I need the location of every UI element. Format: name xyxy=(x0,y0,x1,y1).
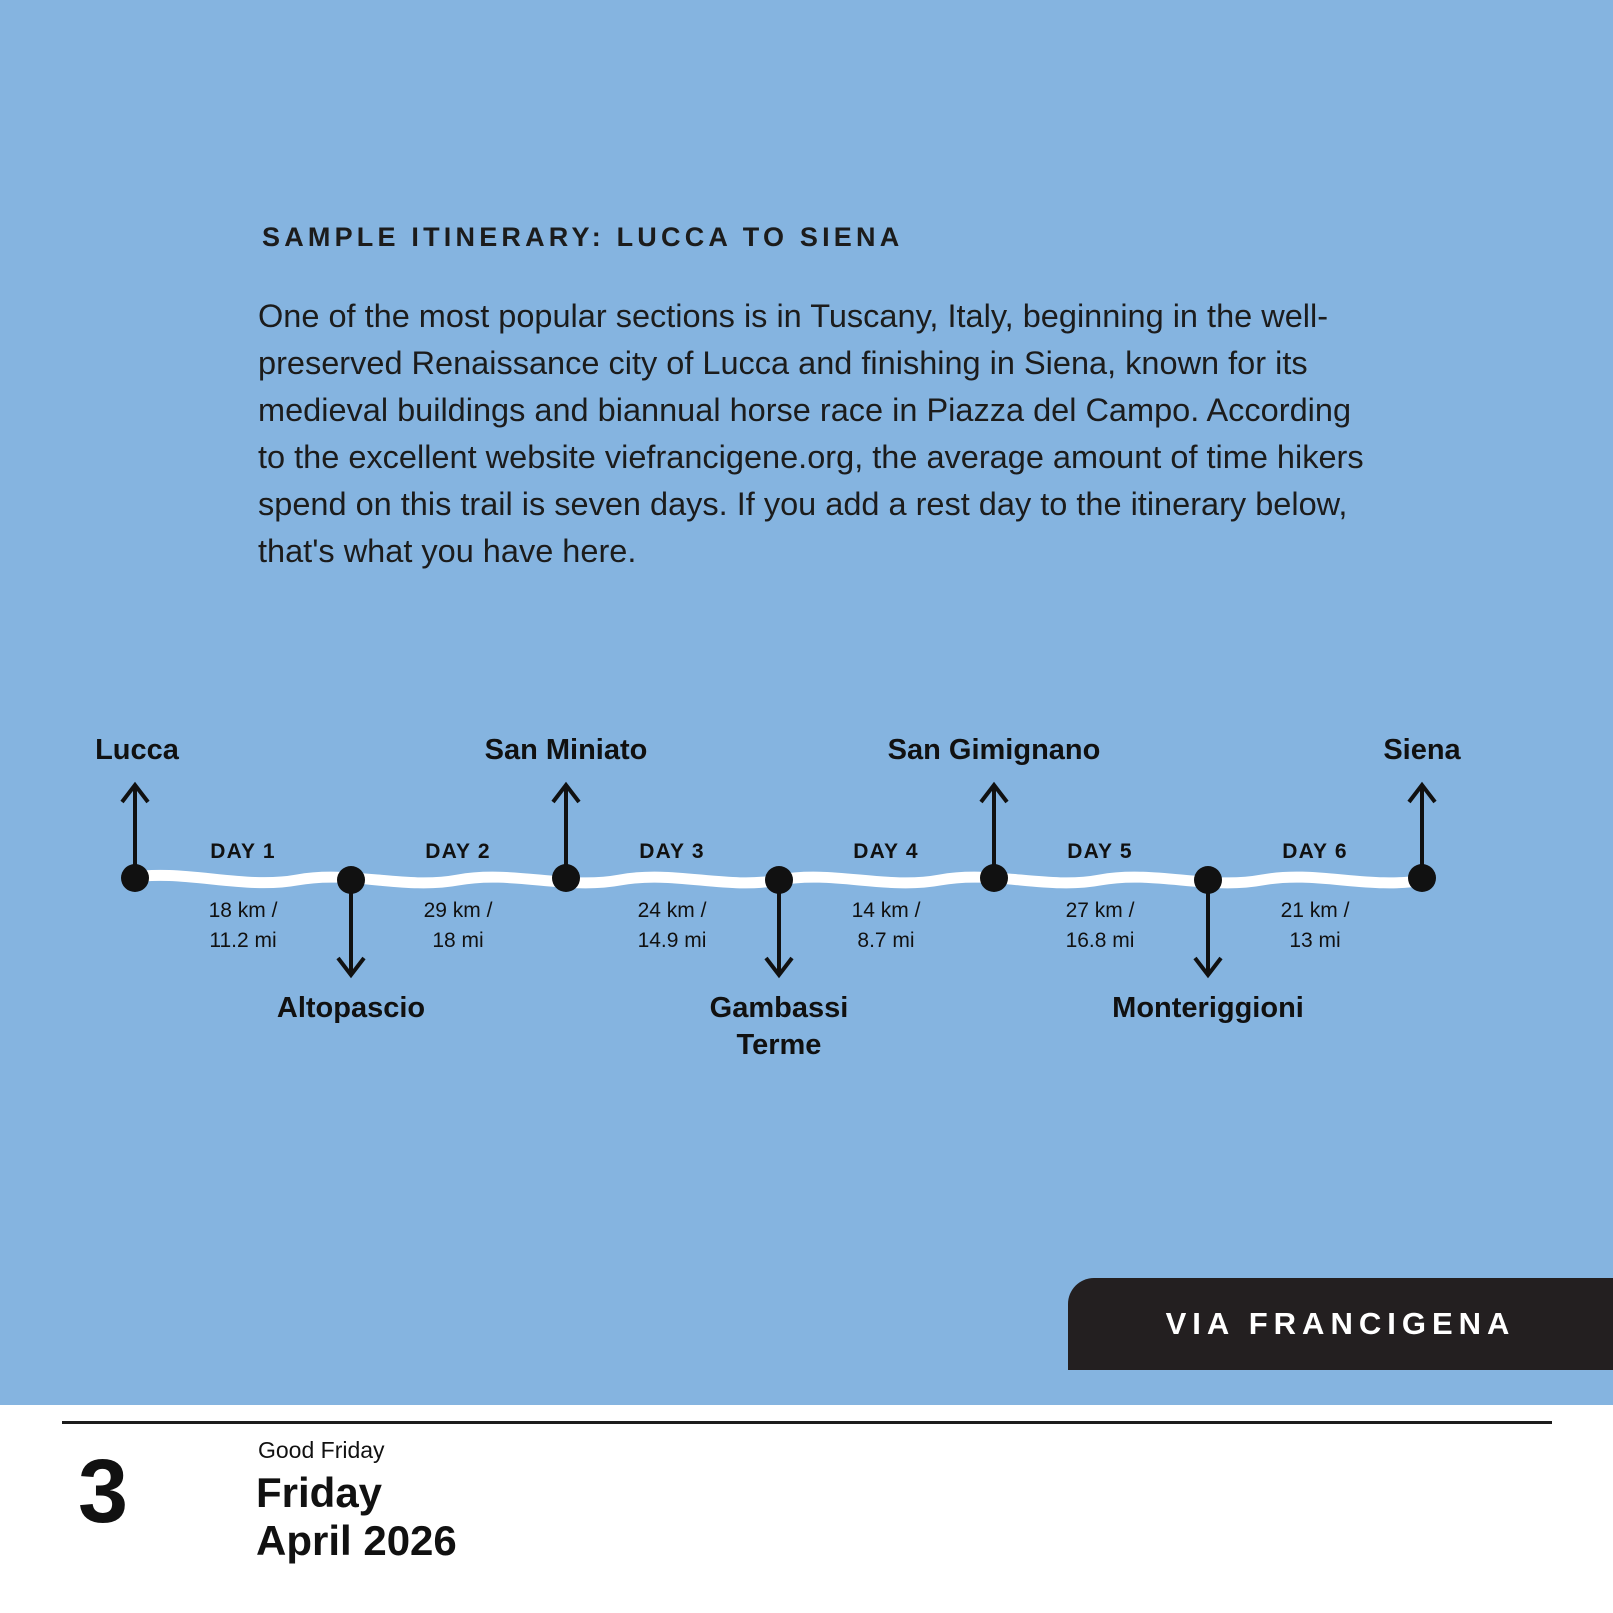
segment-day-5: DAY 5 xyxy=(1067,840,1133,863)
holiday-label: Good Friday xyxy=(258,1437,385,1463)
node-label-san-gimignano: San Gimignano xyxy=(887,734,1101,766)
segment-distance-5 xyxy=(1066,896,1135,956)
node-dot xyxy=(552,864,580,892)
segment-distance-2 xyxy=(424,896,493,956)
segment-distance-6 xyxy=(1281,896,1350,956)
segment-distance-mi: 8.7 mi xyxy=(857,929,915,952)
node-dot xyxy=(337,866,365,894)
node-label-san-miniato: San Miniato xyxy=(484,734,648,766)
node-label-gambassi-terme: Gambassi Terme xyxy=(709,992,849,1061)
segment-day-2: DAY 2 xyxy=(425,840,491,863)
node-dot xyxy=(765,866,793,894)
segment-distance-4 xyxy=(852,896,921,956)
node-dot xyxy=(980,864,1008,892)
segment-distance-mi: 11.2 mi xyxy=(209,929,277,952)
segment-day-4: DAY 4 xyxy=(853,840,919,863)
brand-tab xyxy=(1068,1278,1613,1370)
segment-distance-mi: 13 mi xyxy=(1289,929,1341,952)
segment-distance-mi: 18 mi xyxy=(432,929,484,952)
segment-distance-km: 27 km / xyxy=(1065,899,1135,922)
node-label-monteriggioni: Monteriggioni xyxy=(1112,992,1304,1024)
node-dot xyxy=(121,864,149,892)
segment-distance-km: 14 km / xyxy=(851,899,921,922)
node-label-altopascio: Altopascio xyxy=(276,992,426,1024)
footer-divider xyxy=(62,1421,1552,1424)
segment-distance-mi: 16.8 mi xyxy=(1065,929,1135,952)
brand-label: VIA FRANCIGENA xyxy=(1165,1306,1516,1341)
section-eyebrow: SAMPLE ITINERARY: LUCCA TO SIENA xyxy=(262,222,904,252)
month-year-label: April 2026 xyxy=(256,1517,457,1564)
node-label-siena: Siena xyxy=(1383,734,1461,766)
segment-distance-km: 18 km / xyxy=(208,899,278,922)
segment-day-3: DAY 3 xyxy=(639,840,705,863)
date-footer xyxy=(0,1405,1613,1613)
segment-day-1: DAY 1 xyxy=(210,840,276,863)
itinerary-timeline xyxy=(0,700,1613,1100)
arrow-up-group xyxy=(122,785,1435,878)
segment-distance-1 xyxy=(209,896,278,956)
segment-distance-km: 29 km / xyxy=(423,899,493,922)
node-label-lucca: Lucca xyxy=(95,734,179,766)
weekday-label: Friday xyxy=(256,1469,383,1516)
date-day-number: 3 xyxy=(78,1442,129,1542)
segment-distance-3 xyxy=(638,896,707,956)
node-dot xyxy=(1408,864,1436,892)
node-dot xyxy=(1194,866,1222,894)
segment-distance-km: 24 km / xyxy=(637,899,707,922)
intro-paragraph-text: One of the most popular sections is in Tuscany, Italy, beginning in the well-preserved Renaissance city of Lucca and finishing in Siena, known for its medieval buildings and biannual horse race in Piazza del Campo. According to the excellent website viefrancigene.org, the average amount of time hikers spend on this trail is seven days. If you add a rest day to the itinerary below, that's what you have here. xyxy=(258,298,1364,569)
segment-day-6: DAY 6 xyxy=(1282,840,1348,863)
segment-distance-km: 21 km / xyxy=(1280,899,1350,922)
intro-paragraph xyxy=(258,293,1368,575)
segment-distance-mi: 14.9 mi xyxy=(637,929,707,952)
